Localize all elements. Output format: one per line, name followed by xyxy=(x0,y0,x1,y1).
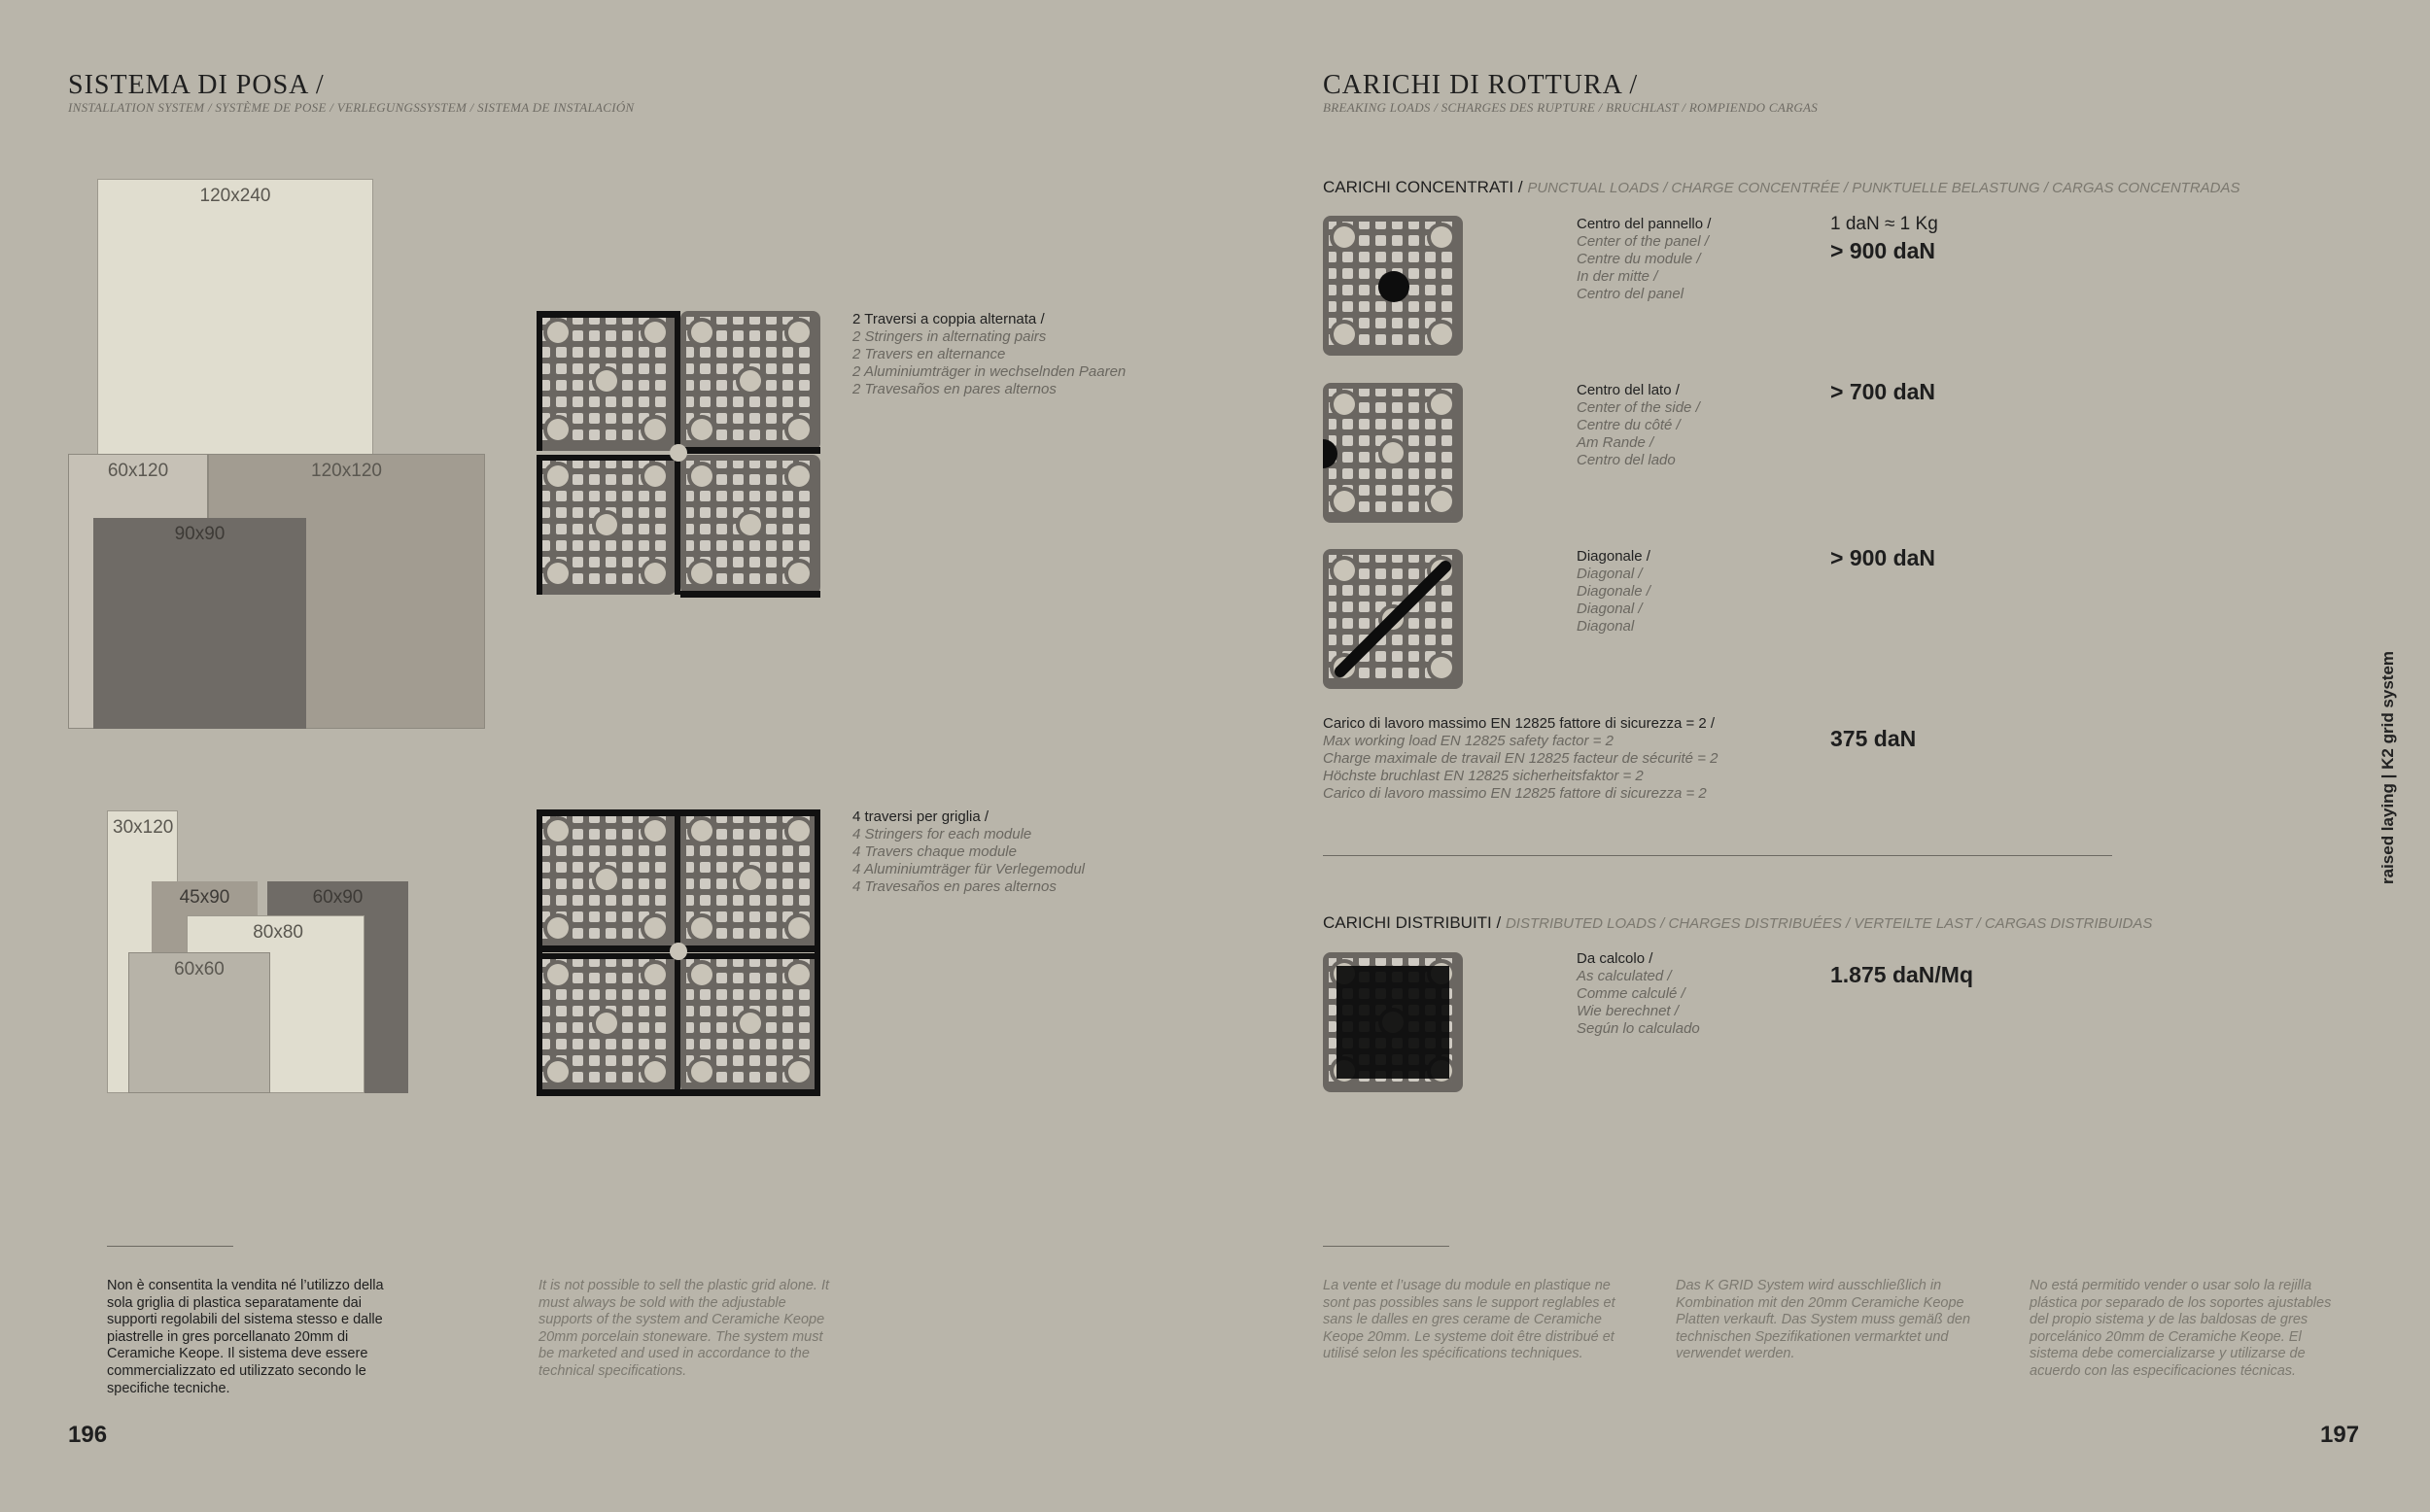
distributed-title: Da calcolo / xyxy=(1577,950,1653,967)
left-subtitle: INSTALLATION SYSTEM / SYSTÈME DE POSE / VERLEGUNGSSYSTEM / SISTEMA DE INSTALACIÓN xyxy=(68,100,635,115)
grid-assembly-alternating xyxy=(537,311,824,599)
distributed-sub: DISTRIBUTED LOADS / CHARGES DISTRIBUÉES / VERTEILTE LAST / CARGAS DISTRIBUIDAS xyxy=(1505,915,2153,932)
concentrated-sub: PUNCTUAL LOADS / CHARGE CONCENTRÉE / PUNKTUELLE BELASTUNG / CARGAS CONCENTRADAS xyxy=(1527,180,2240,196)
distributed-line: Comme calculé / xyxy=(1577,985,1685,1002)
working-line: Carico di lavoro massimo EN 12825 fattore di sicurezza = 2 xyxy=(1323,785,1707,802)
tile-60x60: 60x60 xyxy=(128,952,270,1093)
tile-120x240: 120x240 xyxy=(97,179,373,457)
distributed-line: As calculated / xyxy=(1577,968,1672,984)
side-label: raised laying | K2 grid system xyxy=(2378,650,2397,884)
grid1-line: 2 Travers en alternance xyxy=(852,346,1006,362)
working-line: Höchste bruchlast EN 12825 sicherheitsfaktor = 2 xyxy=(1323,768,1644,784)
load2-title: Centro del lato / xyxy=(1577,382,1680,398)
load2-value: > 700 daN xyxy=(1830,379,1936,404)
grid1-title: 2 Traversi a coppia alternata / xyxy=(852,311,1045,327)
right-footer-de: Das K GRID System wird ausschließlich in Kombination mit den 20mm Ceramiche Keope Platten verkauft. Das System muss gemäß den technischen Spezifikationen vermarktet und verwendet werden. xyxy=(1676,1278,1971,1362)
working-title: Carico di lavoro massimo EN 12825 fattore di sicurezza = 2 / xyxy=(1323,715,1716,732)
grid1-line: 2 Aluminiumträger in wechselnden Paaren xyxy=(852,363,1127,380)
distributed-line: Wie berechnet / xyxy=(1577,1003,1679,1019)
concentrated-label: CARICHI CONCENTRATI / xyxy=(1323,178,1523,196)
load1-title: Centro del pannello / xyxy=(1577,216,1712,232)
tile-30x120: 30x120 xyxy=(107,810,178,1093)
load-center-side-icon xyxy=(1317,383,1465,525)
grid2-caption xyxy=(852,808,1085,896)
distributed-text xyxy=(1577,950,1700,1038)
load-center-panel-icon xyxy=(1323,216,1465,358)
load1-line: Centro del panel xyxy=(1577,286,1684,302)
tile-60x90: 60x90 xyxy=(267,881,408,1093)
distributed-heading xyxy=(1323,913,2152,933)
tile-90x90: 90x90 xyxy=(93,518,306,729)
distributed-label: CARICHI DISTRIBUITI / xyxy=(1323,913,1502,932)
load1-value: > 900 daN xyxy=(1830,238,1936,263)
unit-note: 1 daN ≈ 1 Kg xyxy=(1830,214,1938,234)
load3-line: Diagonal xyxy=(1577,618,1635,635)
load1-text xyxy=(1577,216,1711,303)
load-diagonal-icon xyxy=(1323,549,1465,691)
left-footer-en: It is not possible to sell the plastic grid alone. It must always be sold with the adjustable supports of the system and Ceramiche Keope 20mm porcelain stoneware. The system must be marketed and used in accordance to the technical specifications. xyxy=(538,1278,830,1379)
working-value: 375 daN xyxy=(1830,726,1917,751)
tile-45x90: 45x90 xyxy=(152,881,258,1093)
load3-line: Diagonale / xyxy=(1577,583,1650,600)
left-title: SISTEMA DI POSA / xyxy=(68,70,325,100)
right-footer-rule xyxy=(1323,1246,1449,1247)
load2-line: Centro del lado xyxy=(1577,452,1676,468)
working-line: Max working load EN 12825 safety factor = 2 xyxy=(1323,733,1614,749)
distributed-line: Según lo calculado xyxy=(1577,1020,1700,1037)
load1-line: In der mitte / xyxy=(1577,268,1658,285)
load1-line: Centre du module / xyxy=(1577,251,1701,267)
right-footer-es: No está permitido vender o usar solo la rejilla plástica por separado de los soportes ajustables del propio sistema y de las baldosas de gres porcelánico 20mm de Ceramiche Keope. El sistema debe comercializarse y utilizarse de acuerdo con las especificaciones técnicas. xyxy=(2030,1278,2332,1379)
load2-line: Centre du côté / xyxy=(1577,417,1681,433)
concentrated-heading xyxy=(1323,178,2240,197)
load3-value: > 900 daN xyxy=(1830,545,1936,570)
left-footer-it: Non è consentita la vendita né l’utilizzo della sola griglia di plastica separatamente dai supporti regolabili del sistema stesso e dalle piastrelle in gres porcellanato 20mm di Ceramiche Keope. Il sistema deve essere commercializzato ed utilizzato secondo le specifiche tecniche. xyxy=(107,1278,384,1396)
right-footer-fr: La vente et l’usage du module en plastique ne sont pas possibles sans le support reglables et sans le dalles en gres cerame de Ceramiche Keope 20mm. Le systeme doit être distribué et utilisé selon les spécifications techniques. xyxy=(1323,1278,1615,1362)
distributed-value: 1.875 daN/Mq xyxy=(1830,962,1973,987)
load3-line: Diagonal / xyxy=(1577,601,1643,617)
load2-line: Am Rande / xyxy=(1577,434,1654,451)
grid1-caption xyxy=(852,311,1126,398)
tile-60x120: 60x120 xyxy=(68,454,208,729)
left-footer-rule xyxy=(107,1246,233,1247)
grid1-line: 2 Travesaños en pares alternos xyxy=(852,381,1057,397)
section-divider xyxy=(1323,855,2112,856)
page-number-right: 197 xyxy=(2320,1422,2360,1448)
right-subtitle: BREAKING LOADS / SCHARGES DES RUPTURE / BRUCHLAST / ROMPIENDO CARGAS xyxy=(1323,100,1819,115)
right-title: CARICHI DI ROTTURA / xyxy=(1323,70,1639,100)
grid2-line: 4 Travesaños en pares alternos xyxy=(852,878,1057,895)
load2-text xyxy=(1577,382,1700,469)
load3-text xyxy=(1577,548,1650,636)
page-number-left: 196 xyxy=(68,1422,108,1448)
load3-line: Diagonal / xyxy=(1577,566,1643,582)
grid1-line: 2 Stringers in alternating pairs xyxy=(852,328,1047,345)
grid2-line: 4 Travers chaque module xyxy=(852,843,1017,860)
load-distributed-icon xyxy=(1323,952,1465,1094)
grid2-title: 4 traversi per griglia / xyxy=(852,808,989,825)
tile-80x80: 80x80 xyxy=(187,915,364,1093)
working-line: Charge maximale de travail EN 12825 facteur de sécurité = 2 xyxy=(1323,750,1718,767)
grid-assembly-four-stringers xyxy=(537,809,824,1097)
load3-title: Diagonale / xyxy=(1577,548,1650,565)
load1-line: Center of the panel / xyxy=(1577,233,1709,250)
load2-line: Center of the side / xyxy=(1577,399,1700,416)
grid2-line: 4 Aluminiumträger für Verlegemodul xyxy=(852,861,1085,877)
working-load-text xyxy=(1323,715,1718,803)
grid2-line: 4 Stringers for each module xyxy=(852,826,1032,842)
tile-120x120: 120x120 xyxy=(208,454,485,729)
